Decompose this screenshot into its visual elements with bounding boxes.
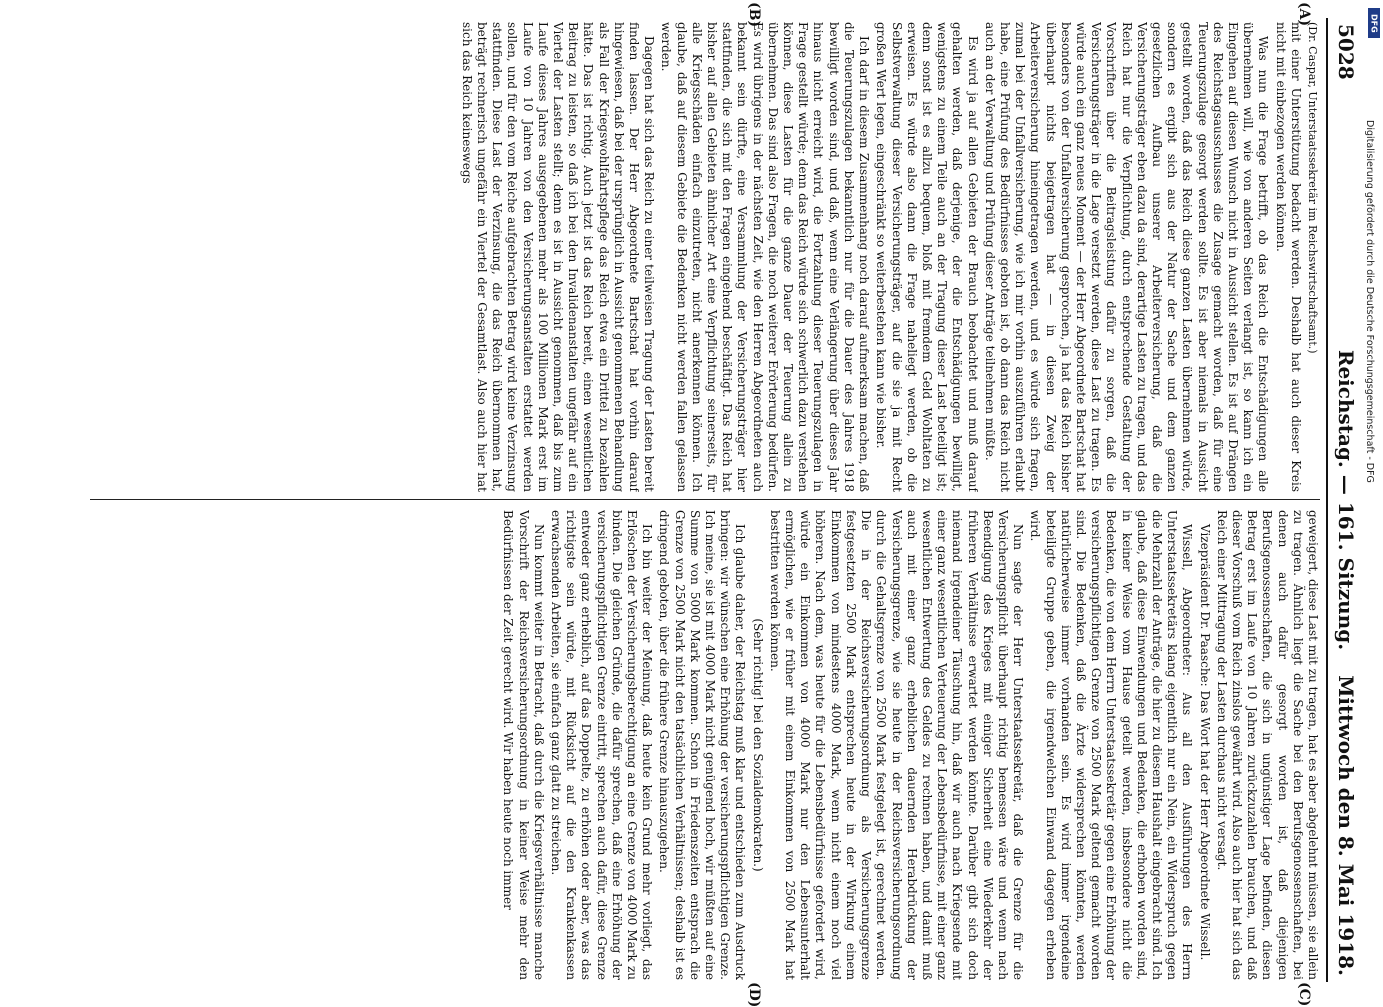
session-title: Reichstag. — 161. Sitzung.	[1334, 18, 1358, 982]
margin-letter-d: (D)	[746, 982, 762, 1007]
paragraph: Es wird ja auf allen Gebieten der Brauch beobachtet und muß darauf gehalten werden, daß derjenige, der die Entschädigungen bewilligt, wenigstens zu einem Teile auch an der Tragung dieser Last beteiligt ist; denn sonst ist es allzu bequem, bloß mit fremdem Geld Wohltaten zu erweisen. Es würde also dann die Frage naheliegt werden, ob die Selbstverwaltung dieser Versicherungsträger, auf die sie ja mit Recht großen Wert legen, eingeschränkt so weiterbestehen kann wie bisher.	[873, 22, 979, 492]
paragraph: Ich glaube daher, der Reichstag muß klar und entschieden zum Ausdruck bringen: wir wünschen eine Erhöhung der versicherungspflichtigen Grenze. Ich meine, sie ist mit 4000 Mark nicht genügend hoch, wir müßten auf eine Summe von 5000 Mark kommen. Schon in Friedenszeiten entsprach die Grenze von 2500 Mark nicht den tatsächlichen Verhältnissen; deshalb ist es dringend geboten, über die frühere Grenze hinauszugehen.	[656, 510, 747, 980]
column-divider	[90, 499, 1320, 500]
margin-letter-a: (A)	[1296, 2, 1312, 26]
paragraph: Wissell, Abgeordneter: Aus all den Ausführungen des Herrn Unterstaatssekretärs klang eigentlich nur ein Nein, ein Widerspruch gegen die Mehrzahl der Anträge, die hier zu diesem Haushalt eingebracht sind. Ich glaube, daß diese Einwendungen und Bedenken, die erhoben worden sind, in keiner Weise vom Hause geteilt werden, insbesondere nicht die Bedenken, die von dem Herrn Unterstaatssekretär gegen eine Erhöhung der versicherungspflichtigen Grenze von 2500 Mark geltend gemacht worden sind. Die Bedenken, daß die Ärzte widersprechen könnten, werden natürlicherweise immer vorhanden sein. Es wird immer irgendeine beteiligte Gruppe geben, die irgendwelchen Einwand dagegen erheben wird.	[1027, 510, 1194, 980]
session-date: Mittwoch den 8. Mai 1918.	[1334, 675, 1358, 976]
speaker-note: (Dr. Caspar, Unterstaatssekretär im Reichswirtschaftsamt.)	[1304, 22, 1319, 492]
margin-letter-c: (C)	[1296, 982, 1312, 1006]
paragraph: Ich darf in diesem Zusammenhang noch darauf aufmerksam machen, daß die Teuerungszulagen bekanntlich nur für die Dauer des Jahres 1918 bewilligt worden sind, und daß, wenn eine Verlängerung über dieses Jahr hinaus nicht erreicht wird, die Fortzahlung dieser Teuerungszulagen in Frage gestellt würde; denn das Reich würde sich schwerlich dazu verstehen können, diese Lasten für die ganze Dauer der Teuerung allein zu übernehmen. Das sind also Fragen, die noch weiterer Erörterung bedürfen. Es wird übrigens in der nächsten Zeit, wie den Herren Abgeordneten auch bekannt sein dürfte, eine Versammlung der Versicherungsträger hier stattfinden, die sich mit den Fragen eingehend beschäftigt. Das Reich hat bisher auf allen Gebieten ähnlicher Art eine Verpflichtung seinerseits, für alle Kriegsschäden einfach einzutreten, nicht anerkennen können. Ich glaube, daß auf diesem Gebiete die Bedenken nicht werden fallen gelassen werden.	[658, 22, 871, 492]
page-number: 5028	[1334, 24, 1358, 80]
applause-note: (Sehr richtig! bei den Sozialdemokraten.)	[749, 510, 764, 980]
paragraph: Dagegen hat sich das Reich zu einer teilweisen Tragung der Lasten bereit finden lassen. Der Herr Abgeordnete Bartschat hat vorhin darauf hingewiesen, daß bei der ursprünglich in Aussicht genommenen Behandlung als Fall der Kriegswohlfahrtspflege das Reich etwa ein Drittel zu bezahlen hätte. Das ist richtig. Auch jetzt ist das Reich bereit, einen wesentlichen Beitrag zu leisten, so daß ich bei den Invalidenanstalten ungefähr auf ein Viertel der Lasten stellt; denn es ist in Aussicht genommen, daß bis zum Laufe dieses Jahres ausgegebenen mehr als 100 Millionen Mark erst im Laufe von 10 Jahren von den Versicherungsanstalten erstattet werden sollen, und für den vom Reiche aufgebrachten Betrag wird keine Verzinsung stattfinden. Diese Last der Verzinsung, die das Reich übernommen hat, beträgt rechnerisch ungefähr ein Viertel der Gesamtlast. Also auch hier hat sich das Reich keineswegs	[458, 22, 656, 492]
margin-letter-b: (B)	[746, 2, 762, 27]
dfg-logo: DFG	[1368, 8, 1380, 38]
paragraph: Vizepräsident Dr. Paasche: Das Wort hat der Herr Abgeordnete Wissell.	[1196, 510, 1211, 980]
paragraph: Nun sagte der Herr Unterstaatssekretär, daß die Grenze für die Versicherungspflicht überhaupt richtig bemessen wäre und wenn nach Beendigung des Krieges mit einiger Sicherheit eine Wiederkehr der früheren Verhältnisse erwartet werden könnte. Darüber gibt sich doch niemand irgendeiner Täuschung hin, daß wir auch nach Kriegsende mit einer ganz wesentlichen Verteuerung der Lebensbedürfnisse, mit einer ganz wesentlichen Entwertung des Geldes zu rechnen haben, und damit muß auch mit einer ganz erheblichen dauernden Herabdrückung der Versicherungsgrenze, wie sie heute in der Reichsversicherungsordnung durch die Gehaltsgrenze von 2500 Mark festgelegt ist, gerechnet werden. Die in der Reichsversicherungsordnung als Versicherungsgrenze festgesetzten 2500 Mark entsprechen heute in der Wirkung einem Einkommen von mindestens 4000 Mark, wenn nicht einem noch viel höheren. Nach dem, was heute für die Lebensbedürfnisse gefordert wird, würde ein Einkommen von 4000 Mark nur den Lebensunterhalt ermöglichen, wie er früher mit einem Einkommen von 2500 Mark hat bestritten werden können.	[766, 510, 1024, 980]
paragraph: geweigert, diese Last mit zu tragen, hat es aber abgelehnt müssen, sie allein zu tragen. Ähnlich liegt die Sache bei den Berufsgenossenschaften, bei denen auch dafür gesorgt worden ist, daß diejenigen Berufsgenossenschaften, die sich in ungünstiger Lage befinden, diesen Betrag erst im Laufe von 10 Jahren zurückzuzahlen brauchen, und daß dieser Vorschuß vom Reich zinslos gewährt wird. Also auch hier hat sich das Reich einer Mittragung der Lasten durchaus nicht versagt.	[1213, 510, 1319, 980]
paragraph: Nun kommt weiter in Betracht, daß durch die Kriegsverhältnisse manche Vorschrift der Reichsversicherungsordnung in keiner Weise mehr den Bedürfnissen der Zeit gerecht wird. Wir haben heute noch immer	[500, 510, 546, 980]
paragraph: Was nun die Frage betrifft, ob das Reich die Entschädigungen alle übernehmen will, wie von anderen Seiten verlangt ist, so kann ich ein Eingehen auf diesen Wunsch nicht in Aussicht stellen. Es ist auf Drängen des Reichstagsausschusses die Zusage gemacht worden, daß für eine Teuerungszulage gesorgt werden sollte. Es ist aber niemals in Aussicht gestellt worden, daß das Reich diese ganzen Lasten übernehmen würde, sondern es ergibt sich aus der Natur der Sache und dem ganzen gesetzlichen Aufbau unserer Arbeiterversicherung, daß die Versicherungsträger eben dazu da sind, derartige Lasten zu tragen, und das Reich hat nur die Verpflichtung, durch entsprechende Gestaltung der Vorschriften über die Beitragsleistung dafür zu sorgen, daß die Versicherungsträger in die Lage versetzt werden, diese Last zu tragen. Es würde auch ein ganz neues Moment — der Herr Abgeordnete Bartschat hat besonders von der Unfallversicherung gesprochen, ja hat das Reich bisher überhaupt nichts beigetragen hat — in diesen Zweig der Arbeiterversicherung hineingetragen werden, und es würde sich fragen, zumal bei der Unfallversicherung, wie ich mir vorhin auszuführen erlaubt habe, eine Prüfung des Bedürfnisses geboten ist, ob dann das Reich nicht auch an der Verwaltung und Prüfung dieser Anträge teilnehmen müßte.	[981, 22, 1270, 492]
paragraph: mit einer Unterstützung bedacht werden. Deshalb hat auch dieser Kreis nicht mit einbezogen werden können.	[1272, 22, 1302, 492]
digitization-note: Digitalisierung gefördert durch die Deutsche Forschungsgemeinschaft - DFG	[1361, 120, 1375, 1000]
rotated-page-content	[62, 0, 1383, 1000]
left-column	[90, 22, 1320, 492]
right-column	[90, 510, 1320, 980]
paragraph: Ich bin weiter der Meinung, daß heute kein Grund mehr vorliegt, das Erlöschen der Versicherungsberechtigung an eine Grenze von 4000 Mark zu binden. Die gleichen Gründe, die dafür sprechen, daß eine Erhöhung der versicherungspflichtigen Grenze eintritt, sprechen auch dafür, diese Grenze entweder ganz erheblich, auf das Doppelte, zu erhöhen oder aber, was das richtigste sein würde, mit Rücksicht auf die den Krankenkassen erwachsenden Arbeiten, sie einfach ganz glatt zu streichen.	[547, 510, 653, 980]
